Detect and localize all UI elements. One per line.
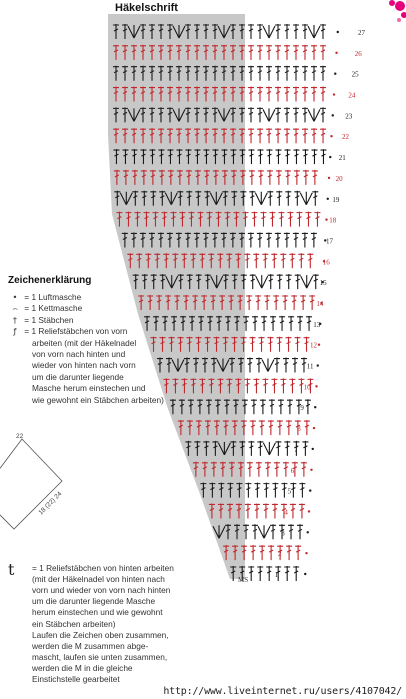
stitch-symbol (305, 212, 311, 227)
stitch-symbol (275, 45, 281, 60)
row-number: 8 (297, 425, 301, 434)
stitch-symbol (275, 232, 281, 247)
stitch-symbol (297, 524, 303, 539)
chain-dot (327, 198, 329, 200)
stitch-symbol (268, 545, 274, 560)
stitch-symbol (288, 316, 294, 331)
chain-dot (308, 510, 310, 512)
stitch-symbol (293, 24, 299, 39)
row-number: 25 (351, 70, 359, 79)
legend-text: = 1 Reliefstäbchen von vorn (22, 326, 128, 337)
stitch-symbol (248, 66, 254, 81)
stitch-symbol (293, 45, 299, 60)
chain-dot (312, 448, 314, 450)
stitch-symbol (284, 66, 290, 81)
stitch-symbol (263, 25, 275, 38)
stitch-symbol (293, 149, 299, 164)
stitch-symbol (270, 316, 276, 331)
legend-symbol: † (12, 314, 18, 325)
chain-dot (337, 31, 339, 33)
row-number: 24 (348, 91, 356, 100)
stitch-symbol (273, 295, 279, 310)
stitch-symbol (284, 87, 290, 102)
stitch-symbol (264, 295, 270, 310)
row-number: 21 (338, 154, 346, 163)
legend-text: = 1 Kettmasche (22, 303, 83, 314)
stitch-symbol (282, 295, 288, 310)
stitch-symbol (284, 232, 290, 247)
stitch-symbol (270, 524, 276, 539)
stitch-symbol (320, 149, 326, 164)
legend-item (8, 292, 81, 303)
stitch-symbol (258, 170, 264, 185)
stitch-symbol (302, 128, 308, 143)
stitch-symbol (320, 107, 326, 122)
stitch-symbol (308, 108, 320, 121)
stitch-symbol (266, 128, 272, 143)
stitch-symbol (276, 170, 282, 185)
stitch-symbol (275, 128, 281, 143)
stitch-symbol (248, 566, 254, 581)
start-label: MS (238, 576, 249, 584)
stitch-symbol (285, 191, 291, 206)
stitch-symbol (247, 358, 253, 373)
crochet-chart (108, 14, 378, 589)
stitch-symbol (251, 212, 257, 227)
stitch-symbol (295, 545, 301, 560)
stitch-symbol (286, 420, 292, 435)
chain-dot (330, 135, 332, 137)
row-number: 23 (345, 112, 353, 121)
stitch-symbol (253, 378, 259, 393)
stitch-symbol (283, 462, 289, 477)
row-number: 16 (322, 258, 330, 267)
stitch-symbol (248, 107, 254, 122)
stitch-symbol (257, 45, 263, 60)
stitch-symbol (320, 87, 326, 102)
row-number: 1 (274, 571, 279, 579)
stitch-symbol (311, 66, 317, 81)
row-number: 14 (316, 300, 324, 308)
stitch-symbol (296, 212, 302, 227)
row-number: 27 (358, 29, 365, 37)
stitch-symbol (268, 337, 274, 352)
stitch-symbol (272, 503, 278, 518)
row-number: 7 (294, 445, 298, 454)
stitch-symbol (298, 253, 304, 268)
stitch-symbol (262, 359, 274, 372)
stitch-symbol (266, 45, 272, 60)
stitch-symbol (247, 462, 253, 477)
stitch-symbol (248, 128, 254, 143)
row-number: 13 (313, 320, 321, 329)
stitch-symbol (263, 483, 269, 498)
row-number: 26 (354, 49, 362, 58)
explanation-line: um die darunter liegende Masche (32, 596, 156, 607)
stitch-symbol (260, 212, 266, 227)
row-number: 4 (284, 508, 288, 517)
stitch-symbol (278, 212, 284, 227)
explanation-line: (mit der Häkelnadel von hinten nach (32, 574, 165, 585)
stitch-symbol (257, 441, 263, 456)
explanation-line: = 1 Reliefstäbchen von hinten arbeiten (32, 563, 174, 573)
chain-dot (313, 427, 315, 429)
stitch-symbol (289, 253, 295, 268)
stitch-symbol (275, 149, 281, 164)
stitch-symbol (248, 24, 254, 39)
stitch-symbol (280, 378, 286, 393)
stitch-symbol (254, 503, 260, 518)
chain-dot (334, 72, 336, 74)
explanation-line: vorn und wieder von vorn nach hinten (32, 585, 171, 596)
chain-dot (314, 406, 316, 408)
legend-item (8, 326, 127, 337)
stitch-symbol (278, 399, 284, 414)
row-number: 15 (319, 279, 327, 288)
stitch-symbol (268, 274, 274, 289)
stitch-symbol (284, 128, 290, 143)
stitch-symbol (283, 358, 289, 373)
stitch-symbol (304, 420, 310, 435)
stitch-symbol (252, 524, 258, 539)
stitch-symbol (260, 399, 266, 414)
stitch-symbol (311, 232, 317, 247)
legend-continuation-line: wie gewohnt ein Stäbchen arbeiten) (32, 394, 164, 405)
stitch-symbol (248, 149, 254, 164)
stitch-symbol (275, 24, 281, 39)
stitch-symbol (263, 442, 275, 455)
stitch-symbol (288, 524, 294, 539)
stitch-symbol (267, 170, 273, 185)
legend-continuation-line: von vorn nach hinten und (32, 349, 126, 359)
stitch-symbol (294, 191, 300, 206)
stitch-symbol (284, 149, 290, 164)
chain-dot (317, 364, 319, 366)
stitch-symbol (287, 483, 296, 498)
stitch-symbol (280, 253, 286, 268)
stitch-symbol (320, 24, 326, 39)
stitch-symbol (304, 337, 310, 352)
row-number: 11 (306, 362, 314, 371)
stitch-symbol (302, 66, 308, 81)
stitch-symbol (257, 87, 263, 102)
stitch-symbol (244, 253, 250, 268)
row-number: 18 (329, 216, 337, 225)
stitch-symbol (311, 45, 317, 60)
stitch-symbol (286, 545, 292, 560)
stitch-symbol (312, 170, 318, 185)
stitch-symbol (258, 525, 270, 538)
stitch-symbol (259, 545, 265, 560)
stitch-symbol (256, 275, 268, 288)
legend-symbol: • (12, 292, 18, 302)
explanation-line: mascht, laufen sie unten zusammen, (32, 651, 168, 662)
stitch-symbol (265, 462, 271, 477)
stitch-symbol (281, 483, 287, 498)
stitch-symbol (274, 462, 280, 477)
explanation-line: werden die M in die gleiche (32, 662, 133, 673)
stitch-symbol (275, 107, 281, 122)
stitch-symbol (302, 441, 308, 456)
stitch-symbol (276, 191, 282, 206)
chain-dot (333, 93, 335, 95)
explanation-line: werden die M zusammen abge- (32, 640, 149, 651)
stitch-symbol (320, 66, 326, 81)
chart-title: Häkelschrift (115, 2, 178, 14)
legend-item (8, 315, 73, 326)
stitch-symbol (285, 170, 291, 185)
chain-dot (329, 156, 331, 158)
row-number: 19 (332, 195, 340, 204)
stitch-symbol (295, 274, 301, 289)
stitch-symbol (313, 274, 319, 289)
stitch-symbol (302, 149, 308, 164)
row-number: 12 (310, 341, 317, 350)
stitch-symbol (301, 275, 313, 288)
chain-dot (335, 52, 337, 54)
explanation-line: Einstichstelle gearbeitet (32, 674, 120, 684)
chain-dot (318, 343, 320, 345)
stitch-symbol (295, 337, 301, 352)
stitch-symbol (271, 378, 277, 393)
stitch-symbol (309, 295, 315, 310)
legend-continuation-line: Masche herum einstechen und (32, 383, 146, 394)
stitch-symbol (293, 66, 299, 81)
stitch-symbol (266, 566, 272, 581)
stitch-symbol (249, 170, 255, 185)
stitch-symbol (306, 316, 312, 331)
stitch-symbol (302, 24, 308, 39)
stitch-symbol (268, 420, 274, 435)
legend-continuation-line: arbeiten (mit der Häkelnadel (32, 337, 137, 348)
stitch-symbol (293, 87, 299, 102)
chain-dot (332, 114, 334, 116)
stitch-symbol (261, 316, 267, 331)
stitch-symbol (297, 316, 303, 331)
stitch-symbol (284, 45, 290, 60)
stitch-symbol (255, 192, 267, 205)
row-number: 2 (278, 550, 282, 559)
row-number: 10 (303, 383, 311, 392)
stitch-symbol (307, 253, 313, 268)
legend-text: = 1 Stäbchen (22, 314, 74, 325)
stitch-symbol (284, 441, 290, 456)
stitch-symbol (291, 295, 297, 310)
stitch-symbol (257, 232, 263, 247)
stitch-symbol (272, 483, 278, 498)
stitch-symbol (277, 337, 283, 352)
stitch-symbol (290, 503, 296, 518)
stitch-symbol (275, 66, 281, 81)
stitch-symbol (267, 191, 273, 206)
stitch-symbol (284, 24, 290, 39)
stitch-symbol (246, 295, 252, 310)
stitch-symbol (320, 45, 326, 60)
stitch-symbol (252, 316, 258, 331)
stitch-symbol (302, 45, 308, 60)
stitch-symbol (266, 149, 272, 164)
explanation-line: ein Stäbchen arbeiten) (32, 618, 116, 629)
row-number: 20 (335, 174, 343, 183)
stitch-symbol (302, 87, 308, 102)
chain-dot (304, 573, 306, 575)
stitch-symbol (251, 399, 257, 414)
stitch-symbol (277, 274, 283, 289)
stitch-symbol (311, 149, 317, 164)
chain-dot (328, 177, 330, 179)
stitch-symbol (320, 128, 326, 143)
stitch-symbol (311, 87, 317, 102)
stitch-symbol (245, 483, 251, 498)
stitch-symbol (301, 462, 307, 477)
row-number: 3 (281, 529, 285, 538)
stitch-symbol (275, 87, 281, 102)
stitch-symbol (287, 399, 293, 414)
chain-dot (309, 489, 311, 491)
stitch-symbol (300, 192, 312, 205)
stitch-symbol (256, 358, 262, 373)
stitch-symbol (245, 503, 251, 518)
row-number: 6 (290, 466, 295, 475)
stitch-symbol (269, 399, 275, 414)
stitch-symbol (300, 295, 306, 310)
stitch-symbol (248, 232, 254, 247)
legend-text: = 1 Luftmasche (22, 292, 82, 302)
chain-dot (305, 552, 307, 554)
row-number: 9 (300, 404, 304, 413)
garment-schema (0, 425, 70, 540)
stitch-symbol (293, 566, 299, 581)
row-number: 22 (342, 133, 349, 142)
stitch-symbol (269, 212, 275, 227)
stitch-symbol (262, 253, 268, 268)
stitch-symbol (257, 128, 263, 143)
stitch-symbol (275, 441, 281, 456)
stitch-symbol (263, 108, 275, 121)
stitch-symbol (286, 337, 292, 352)
schema-height-label: 18 (22) 24 (37, 490, 64, 517)
stitch-symbol (244, 378, 250, 393)
stitch-symbol (250, 274, 256, 289)
legend-continuation-line: wieder von hinten nach vorn (32, 360, 136, 371)
stitch-symbol (311, 128, 317, 143)
stitch-symbol (293, 232, 299, 247)
stitch-symbol (279, 316, 285, 331)
stitch-symbol (314, 212, 320, 227)
legend-item (8, 303, 82, 314)
schema-width-label: 22 (16, 433, 24, 440)
stitch-symbol (248, 441, 254, 456)
stitch-symbol (303, 170, 309, 185)
row-number: 17 (326, 237, 333, 246)
stitch-symbol (293, 107, 299, 122)
stitch-symbol (262, 378, 268, 393)
legend-heading: Zeichenerklärung (8, 275, 92, 286)
stitch-symbol (259, 337, 265, 352)
stitch-symbol (248, 45, 254, 60)
stitch-symbol (293, 128, 299, 143)
stitch-symbol (263, 503, 269, 518)
stitch-symbol (271, 253, 277, 268)
row-number: 5 (287, 487, 292, 496)
stitch-symbol (253, 253, 259, 268)
watermark-url: http://www.liveinternet.ru/users/4107042/ (163, 686, 402, 697)
chain-dot (310, 469, 312, 471)
stitch-symbol (257, 107, 263, 122)
legend-symbol: ⌢ (12, 303, 18, 314)
stitch-symbol (254, 483, 260, 498)
stitch-symbol (308, 25, 320, 38)
explanation-line: herum einstechen und wie gewohnt (32, 607, 163, 618)
stitch-symbol (250, 420, 256, 435)
relief-back-symbol: t (8, 560, 15, 579)
stitch-symbol (257, 566, 263, 581)
explanation-line: Laufen die Zeichen oben zusammen, (32, 629, 169, 640)
stitch-symbol (266, 87, 272, 102)
stitch-symbol (256, 462, 262, 477)
stitch-symbol (250, 337, 256, 352)
stitch-symbol (257, 66, 263, 81)
stitch-symbol (284, 566, 290, 581)
chain-dot (315, 385, 317, 387)
stitch-symbol (292, 358, 298, 373)
chain-dot (307, 531, 309, 533)
stitch-symbol (248, 87, 254, 102)
stitch-symbol (302, 107, 308, 122)
stitch-symbol (257, 24, 263, 39)
stitch-symbol (266, 66, 272, 81)
stitch-symbol (305, 399, 311, 414)
stitch-symbol (286, 274, 292, 289)
stitch-symbol (259, 420, 265, 435)
stitch-symbol (299, 483, 305, 498)
stitch-symbol (312, 191, 318, 206)
stitch-symbol (266, 232, 272, 247)
stitch-symbol (302, 232, 308, 247)
stitch-symbol (249, 191, 255, 206)
stitch-symbol (274, 358, 280, 373)
stitch-symbol (289, 378, 295, 393)
stitch-symbol (284, 107, 290, 122)
stitch-symbol (257, 149, 263, 164)
chain-dot (325, 218, 327, 220)
stitch-symbol (250, 545, 256, 560)
stitch-symbol (277, 420, 283, 435)
stitch-symbol (287, 212, 293, 227)
stitch-symbol (255, 295, 261, 310)
legend-continuation-line: um die darunter liegende (32, 371, 124, 382)
legend-symbol: ƒ (13, 326, 17, 337)
stitch-symbol (294, 170, 300, 185)
row-numbers (275, 29, 366, 579)
stitch-symbol (299, 503, 305, 518)
